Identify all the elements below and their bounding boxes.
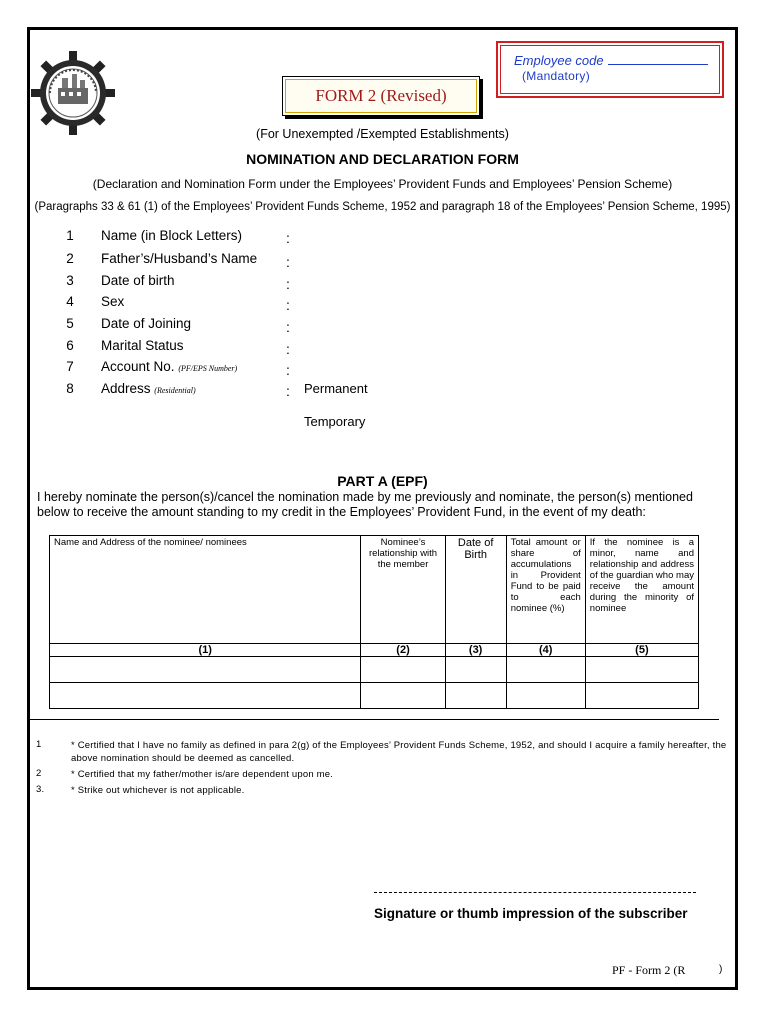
employee-code-label: Employee code [514,53,604,68]
field-colon: : [286,341,290,357]
field-label-name: Name (in Block Letters) [101,228,243,243]
table-row [50,683,699,709]
table-header-cell: Nominee’s relationship with the member [361,536,445,644]
table-row [50,657,699,683]
section-divider [30,719,719,720]
epfo-emblem-icon [30,50,116,136]
field-number: 7 [66,359,74,374]
table-cell[interactable] [361,683,445,709]
form-heading: NOMINATION AND DECLARATION FORM [246,151,519,167]
nomination-statement: I hereby nominate the person(s)/cancel the nomination made by me previously and nominate, the person(s) mentioned below to receive the amount standing to my credit in the Employees’ Provident Fund, in the event of my death: [37,490,693,519]
table-header-cell: If the nominee is a minor, name and relationship and address of the guardian who may receive the amount during the minority of nominee [585,536,698,644]
paragraphs-line: (Paragraphs 33 & 61 (1) of the Employees’ Provident Funds Scheme, 1952 and paragraph 18 of the Employees’ Pension Scheme, 1995) [34,201,731,213]
footer-form-ref: PF - Form 2 (R [612,963,686,977]
field-colon: : [286,297,290,313]
table-header-cell: Total amount or share of accumulations in Provident Fund to be paid to each nominee (%) [506,536,585,644]
table-cell[interactable] [50,683,361,709]
column-number: (2) [361,644,445,657]
field-label-account-no: Account No. (PF/EPS Number) [101,359,238,374]
note-text: * Certified that my father/mother is/are dependent upon me. [71,769,334,780]
note-number: 2 [36,768,42,779]
table-cell[interactable] [445,683,506,709]
field-number: 5 [66,316,74,331]
note-number: 3. [36,784,45,795]
field-colon: : [286,230,290,246]
field-label-father-name: Father’s/Husband’s Name [101,251,258,266]
field-number: 4 [66,294,74,309]
table-row [50,644,699,657]
table-cell[interactable] [50,657,361,683]
employee-code-field[interactable] [608,53,708,65]
field-label-doj: Date of Joining [101,316,192,331]
column-number: (5) [585,644,698,657]
column-number: (4) [506,644,585,657]
table-cell[interactable] [361,657,445,683]
field-number: 2 [66,251,74,266]
field-colon: : [286,362,290,378]
employee-code-box [496,41,724,98]
signature-label: Signature or thumb impression of the subscriber [374,906,688,921]
field-colon: : [286,276,290,292]
note-text: * Certified that I have no family as defined in para 2(g) of the Employees’ Provident Funds Scheme, 1952, and should I acquire a family hereafter, the above nomination should be deemed as cancelled. [71,740,727,764]
table-cell[interactable] [445,657,506,683]
employee-code-note: (Mandatory) [522,69,590,83]
column-number: (1) [50,644,361,657]
declaration-line: (Declaration and Nomination Form under the Employees’ Provident Funds and Employees’ Pension Scheme) [92,177,673,191]
field-label-dob: Date of birth [101,273,175,288]
form-title-box [282,76,480,116]
address-temporary-label: Temporary [304,414,366,429]
column-number: (3) [445,644,506,657]
table-header-cell: Name and Address of the nominee/ nominees [50,536,361,644]
field-number: 8 [66,381,74,396]
field-colon: : [286,319,290,335]
field-label-sub: (Residential) [154,386,196,395]
field-label-sex: Sex [101,294,125,309]
field-label-marital-status: Marital Status [101,338,184,353]
form-title: FORM 2 (Revised) [315,86,447,105]
field-label-sub: (PF/EPS Number) [178,364,238,373]
field-colon: : [286,254,290,270]
nominee-table [49,535,699,709]
table-cell[interactable] [506,657,585,683]
form-subtitle: (For Unexempted /Exempted Establishments) [256,127,509,141]
field-colon: : [286,383,290,399]
part-a-title: PART A (EPF) [337,473,428,489]
table-cell[interactable] [585,657,698,683]
field-label-address: Address (Residential) [101,381,196,396]
footer-form-ref-end: ) [719,964,723,975]
table-header-row [50,536,699,644]
table-header-cell: Date of Birth [445,536,506,644]
signature-line[interactable] [374,892,696,893]
field-number: 1 [66,228,74,243]
table-cell[interactable] [506,683,585,709]
field-number: 6 [66,338,74,353]
field-number: 3 [66,273,74,288]
note-number: 1 [36,739,42,750]
address-permanent-label: Permanent [304,381,368,396]
note-text: * Strike out whichever is not applicable. [71,785,245,796]
table-cell[interactable] [585,683,698,709]
